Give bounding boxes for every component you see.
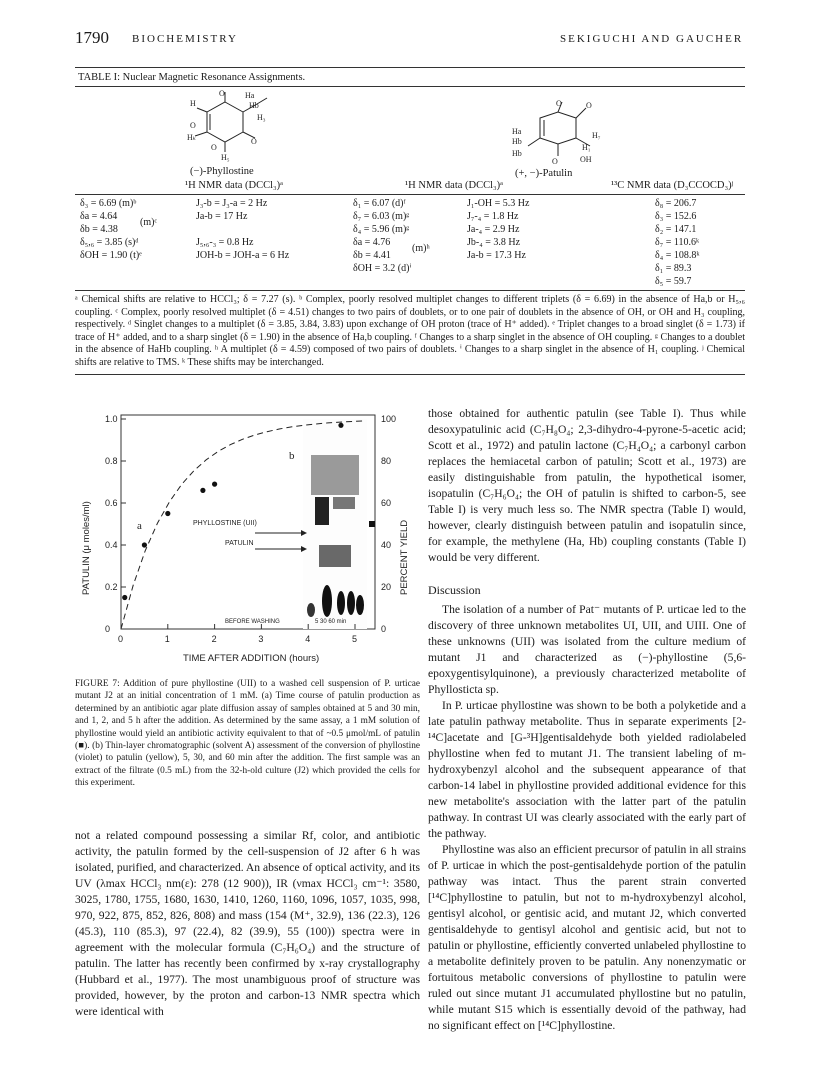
table-bottom-rule <box>75 290 745 291</box>
data-point <box>338 423 343 428</box>
svg-text:O: O <box>211 143 217 152</box>
y-left-tick-label: 0.8 <box>105 456 118 466</box>
col3-row: δ₃ = 152.6 <box>655 211 697 222</box>
col3-row: δ₄ = 108.8ᵏ <box>655 250 700 261</box>
right-para-2: The isolation of a number of Pat⁻ mutants of P. urticae led to the discovery of three unknown metabolites UI, UII, and UIII. One of these unknowns (UII) was isolated from the culture medium of mutant J1 and characterized as (−)-phyllostine (5,6-epoxygentisylquinone), a previously characterized metabolite of Phyllosticta sp. <box>428 603 746 696</box>
y-right-tick-label: 100 <box>381 414 397 424</box>
patulin-name: (+, −)-Patulin <box>515 168 573 179</box>
col3-head: ¹³C NMR data (D₃CCOCD₃)ʲ <box>611 180 734 191</box>
svg-text:O: O <box>552 157 558 166</box>
y-left-tick-label: 0.2 <box>105 582 118 592</box>
page-number: 1790 <box>75 28 109 47</box>
x-tick-label: 4 <box>305 634 311 644</box>
col3-row: δ₁ = 89.3 <box>655 263 692 274</box>
col2-row: δb = 4.41 <box>353 250 391 261</box>
y-right-label: PERCENT YIELD <box>399 519 410 595</box>
x-tick-label: 5 <box>352 634 358 644</box>
col2-row: δ₄ = 5.96 (m)ᵍ <box>353 224 410 235</box>
col2-row: δ₇ = 6.03 (m)ᵍ <box>353 211 410 222</box>
tlc-plate <box>303 419 367 629</box>
data-point <box>212 482 217 487</box>
col2b-row: Ja-b = 17.3 Hz <box>467 250 526 261</box>
y-right-tick-label: 80 <box>381 456 392 466</box>
svg-text:H₇: H₇ <box>592 131 601 140</box>
phyllostine-structure <box>185 88 285 168</box>
svg-text:H₃: H₃ <box>257 113 266 122</box>
tlc-before-label: BEFORE WASHING <box>225 619 280 625</box>
col2b-row: Ja-₄ = 2.9 Hz <box>467 224 520 235</box>
table-top-rule <box>75 67 745 68</box>
svg-text:Hₖ: Hₖ <box>187 133 197 142</box>
x-tick-label: 0 <box>118 634 124 644</box>
table-end-rule <box>75 374 745 375</box>
tlc-patulin-label: PATULIN <box>225 540 254 547</box>
figure-7 <box>75 405 420 685</box>
tlc-phyllostine-label: PHYLLOSTINE (UII) <box>193 520 257 527</box>
svg-text:Hb: Hb <box>512 149 522 158</box>
col1-head: ¹H NMR data (DCCl₃)ᵃ <box>185 180 284 191</box>
left-column-text: not a related compound possessing a similar Rf, color, and antibiotic activity, the patulin formed by the cell-suspension of J2 after 6 h was isolated, purified, and characterized. An absence of optical activity, and its UV (λmax HCCl₃ nm(ε): 278 (12 900)), IR (νmax HCCl₃ cm⁻¹: 3580, 3025, 1780, 1755, 1680, 1630, 1410, 1260, 1160, 1096, 1057, 1035, 998, 970, 922, 875, 852, 826, 808) and mass (154 (M⁺, 32.9), 136 (22.3), 126 (45.3), 110 (85.3), 97 (22.4), 82 (39.9), 55 (100)) spectra were in agreement with the molecular formula (C₇H₆O₄) and the structure of patulin. The latter has recently been confirmed by x-ray crystallography (Hubbard et al., 1977). The most unambiguous proof of structure was provided, however, by the proton and carbon-13 NMR spectra which were identical with <box>75 829 420 1018</box>
col3-row: δ₂ = 147.1 <box>655 224 697 235</box>
y-right-tick-label: 20 <box>381 582 392 592</box>
y-left-tick-label: 1.0 <box>105 414 118 424</box>
label-b: b <box>289 450 295 462</box>
svg-text:H: H <box>190 99 196 108</box>
x-tick-label: 3 <box>258 634 264 644</box>
data-point <box>165 511 170 516</box>
col1-row: δ₅,₆ = 3.85 (s)ᵈ <box>80 237 139 248</box>
col3-row: δ₇ = 110.6ᵏ <box>655 237 700 248</box>
col2b-row: J₁-OH = 5.3 Hz <box>467 198 530 209</box>
phyllostine-name: (−)-Phyllostine <box>190 166 254 177</box>
table-footnotes: ᵃ Chemical shifts are relative to HCCl₃; δ = 7.27 (s). ᵇ Complex, poorly resolved multiplet changes to different triplets (δ = 6.69) in the absence of Ha,b or H₅,₆ coupling. ᶜ Complex, poorly resolved multiplet (δ = 4.51) changes to two pairs of doublets, or to one pair of doublets in the absence of OH, or OH and H₃ coupling, respectively. ᵈ Singlet changes to a multiplet (δ = 3.85, 3.84, 3.83) upon exchange of OH proton (trace of H⁺ added). ᵉ Triplet changes to a broad singlet (δ = 1.73) if trace of H⁺ added, and to a sharp singlet (δ = 1.90) in the absence of Ha,b coupling. ᶠ Changes to a sharp singlet in the absence of OH coupling. ᵍ Changes to a doublet in the absence of HaHb coupling. ʰ A multiplet (δ = 4.59) composed of two pairs of doublets. ⁱ Changes to a sharp singlet in the absence of H₁ coupling. ʲ Chemical shifts are relative to TMS. ᵏ These shifts may be interchanged. <box>75 294 745 368</box>
y-left-tick-label: 0 <box>105 624 111 634</box>
col1b-row: J₃-b = J₃-a = 2 Hz <box>196 198 268 209</box>
svg-text:O: O <box>556 99 562 108</box>
col2b-row: Jb-₄ = 3.8 Hz <box>467 237 521 248</box>
table-caption-rule <box>75 86 745 87</box>
running-authors: SEKIGUCHI AND GAUCHER <box>560 33 744 45</box>
col2b-row: J₇-₄ = 1.8 Hz <box>467 211 519 222</box>
x-axis-label: TIME AFTER ADDITION (hours) <box>183 653 320 664</box>
svg-text:O: O <box>219 89 225 98</box>
table-caption: TABLE I: Nuclear Magnetic Resonance Assignments. <box>78 72 306 83</box>
data-point <box>122 595 127 600</box>
col1-row: δa = 4.64 <box>80 211 118 222</box>
reference-marker <box>369 521 375 527</box>
y-left-tick-label: 0.4 <box>105 540 118 550</box>
svg-text:Ha: Ha <box>512 127 522 136</box>
col1b-row: JOH-b = JOH-a = 6 Hz <box>196 250 290 261</box>
col1b-row: Ja-b = 17 Hz <box>196 211 248 222</box>
col1-row: δOH = 1.90 (t)ᵉ <box>80 250 142 261</box>
col2-row: δa = 4.76 <box>353 237 391 248</box>
figure-caption: FIGURE 7: Addition of pure phyllostine (UII) to a washed cell suspension of P. urticae mutant J2 at an initial concentration of 1 mM. (a) Time course of patulin production as determined by an antibiotic agar plate diffusion assay of samples obtained at 5 and 30 min, and 1, 2, and 5 h after the addition. As determined by the same assay, a 1 mM solution of phyllostine would yield an antibiotic activity equivalent to that of ~0.5 μmol/mL of patulin (■). (b) Thin-layer chromatographic (solvent A) assessment of the conversion of phyllostine (violet) to patulin (yellow), 5, 30, and 60 min after the addition. The first sample was an extract of the filtrate (0.5 mL) from the 32-h-old culture (J2) which provided the cells for this experiment. <box>75 679 420 789</box>
svg-text:Hb: Hb <box>512 137 522 146</box>
col2-row: δOH = 3.2 (d)ⁱ <box>353 263 412 274</box>
right-para-3: In P. urticae phyllostine was shown to be both a polyketide and a late patulin pathway metabolite. Thus in separate experiments [2-¹⁴C]acetate and [G-³H]gentisaldehyde both yielded radiolabeled phyllostine when fed to mutant J1. The transient labeling of m-hydroxybenzyl alcohol and the subsequent appearance of that carbon-14 label in phyllostine provided additional evidence for this new metabolite's association with the latter part of the patulin pathway. In contrast UI was clearly associated with the early part of the pathway. <box>428 699 746 840</box>
x-tick-label: 1 <box>164 634 170 644</box>
svg-text:Hb: Hb <box>249 101 259 110</box>
y-right-tick-label: 0 <box>381 624 387 634</box>
patulin-structure <box>500 98 610 170</box>
svg-text:H₅: H₅ <box>221 153 230 162</box>
y-left-tick-label: 0.6 <box>105 498 118 508</box>
svg-text:O: O <box>586 101 592 110</box>
x-tick-label: 2 <box>211 634 217 644</box>
svg-text:OH: OH <box>580 155 592 164</box>
label-a: a <box>137 520 142 532</box>
col1-row: δ₃ = 6.69 (m)ᵇ <box>80 198 137 209</box>
y-left-label: PATULIN (μ moles/ml) <box>81 501 92 595</box>
col2-brace: (m)ʰ <box>412 243 430 254</box>
tlc-times-label: 5 30 60 min <box>315 619 347 625</box>
data-point <box>142 542 147 547</box>
y-right-tick-label: 60 <box>381 498 392 508</box>
svg-text:O: O <box>190 121 196 130</box>
table-head-rule <box>75 194 745 195</box>
data-point <box>200 488 205 493</box>
right-para-1: those obtained for authentic patulin (see Table I). Thus while desoxypatulinic acid (C₇H₈O₄; 2,3-dihydro-4-pyrone-5-acetic acid; Scott et al., 1972) and patulin lactone (C₇H₄O₄; a carbonyl carbon replaces the hemiacetal carbon of patulin; Scott et al., 1973) are easily distinguishable from patulin, the hypothetical isomer, isopatulin (C₇H₆O₄; the OH of patulin is shifted to carbon-5, see Table I) is very much less so. The NMR spectra (Table I) would, however, clearly distinguish between patulin and isopatulin since, for example, the methylene (Ha, Hb) coupling constants (Table I) would be very different. <box>428 407 746 564</box>
y-right-tick-label: 40 <box>381 540 392 550</box>
col1b-row: J₅,₆-₃ = 0.8 Hz <box>196 237 254 248</box>
col2-head: ¹H NMR data (DCCl₃)ᵃ <box>405 180 504 191</box>
svg-text:Ha: Ha <box>245 91 255 100</box>
col2-row: δ₁ = 6.07 (d)ᶠ <box>353 198 406 209</box>
discussion-heading: Discussion <box>428 583 481 597</box>
col3-row: δ₅ = 59.7 <box>655 276 692 287</box>
col1-brace: (m)ᶜ <box>140 217 157 228</box>
journal-name: BIOCHEMISTRY <box>132 33 238 45</box>
right-para-4: Phyllostine was also an efficient precursor of patulin in all strains of P. urticae in which the post-gentisaldehyde portion of the patulin pathway was intact. Thus the parent strain converted [¹⁴C]phyllostine to patulin, but not to m-hydroxybenzyl alcohol, gentisyl alcohol, or gentisic acid, and mutant J2, which converted gentisaldehyde to gentisyl alcohol and gentisic acid, but not to patulin or phyllostine, efficiently converted unlabeled phyllostine to a metabolite definitely proven to be patulin. Any nonenzymatic or fortuitous metabolic conversions of phyllostine to patulin were ruled out since mutant J1 accumulated phyllostine but no patulin, while mutant S15 which is essentially devoid of the pathway, had no significant effect on [¹⁴C]phyllostine. <box>428 843 746 1032</box>
svg-text:H₁: H₁ <box>582 143 591 152</box>
col1-row: δb = 4.38 <box>80 224 118 235</box>
svg-text:O: O <box>251 137 257 146</box>
col3-row: δ₈ = 206.7 <box>655 198 697 209</box>
